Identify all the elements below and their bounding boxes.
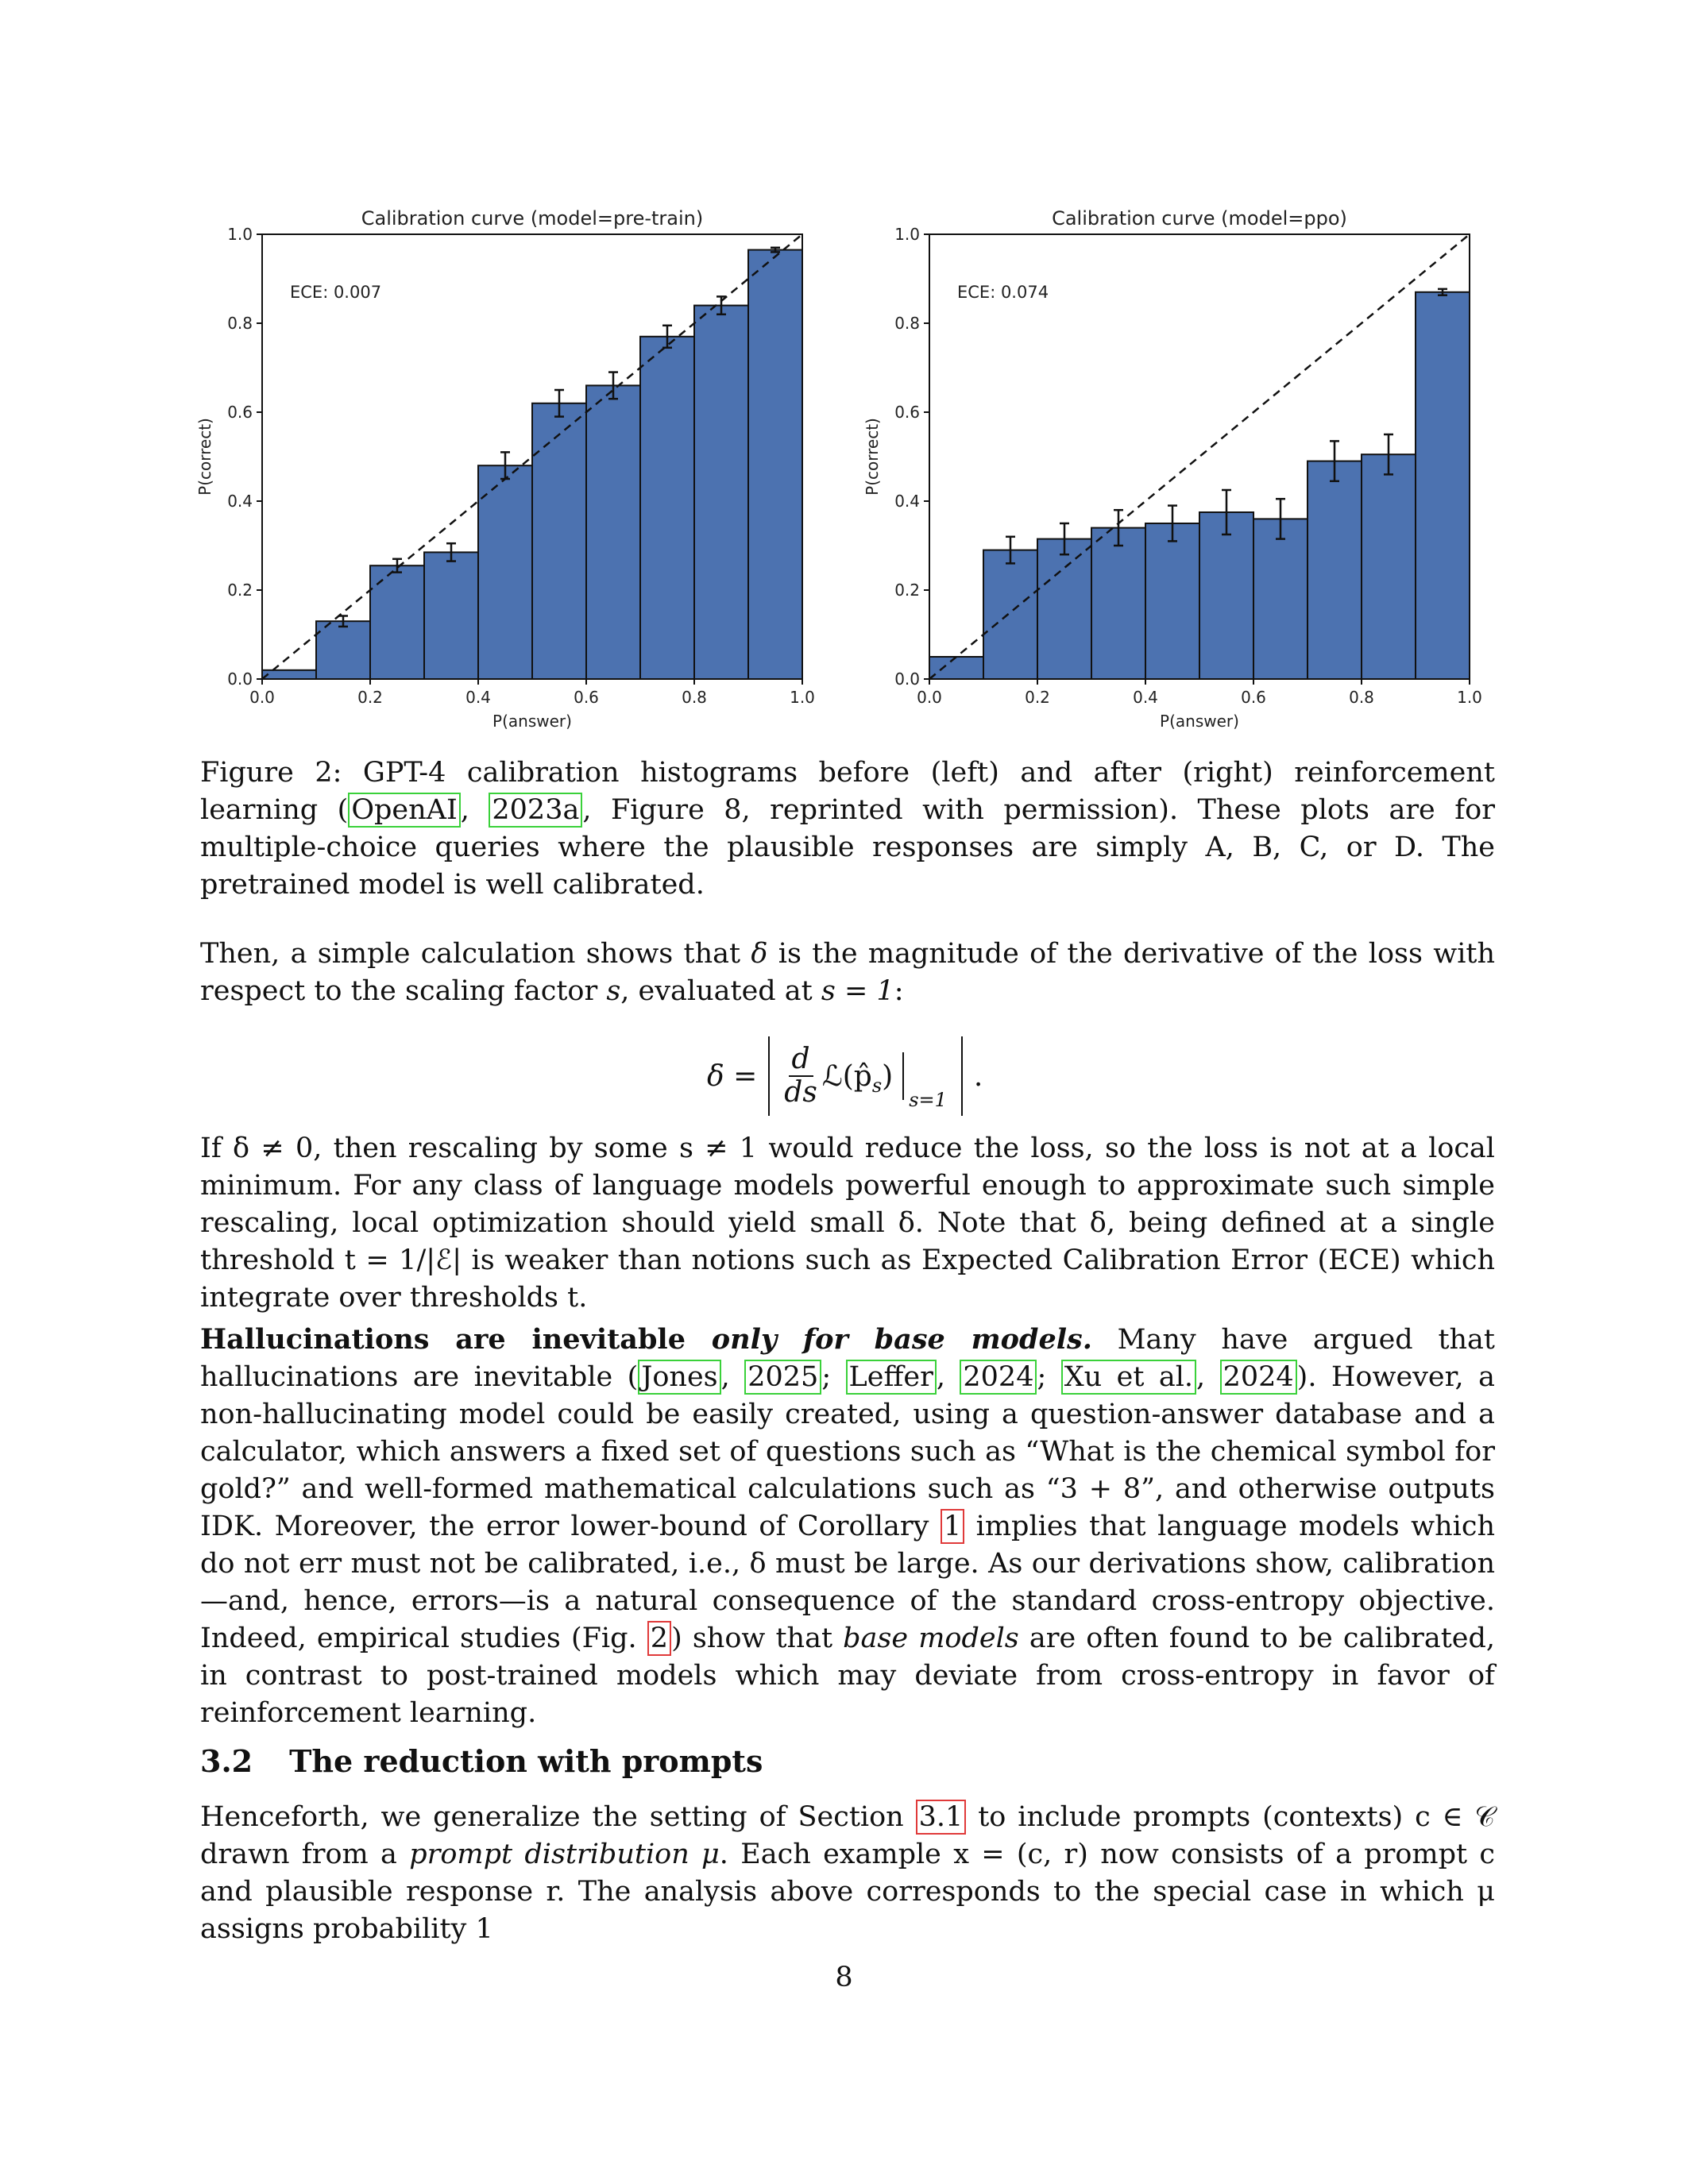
x-axis-label: P(answer): [492, 712, 572, 731]
y-tick-label: 0.8: [227, 314, 253, 333]
bar: [262, 670, 316, 679]
paragraph-rescaling: If δ ≠ 0, then rescaling by some s ≠ 1 would reduce the loss, so the loss is not at a local minimum. For any class of language models powerful enough to approximate such simple rescaling, local optimization should yield small δ. Note that δ, being defined at a single threshold t = 1/|ℰ| is weaker than notions such as Expected Calibration Error (ECE) which integrate over thresholds t.: [200, 1133, 1495, 1314]
caption-text-2: , Figure 8, reprinted with permission). These plots are for multiple-choice queries where the plausible responses are simply A, B, C, or D. The pretrained model is well calibrated.: [200, 794, 1495, 901]
bar: [1037, 539, 1091, 679]
citation-xu[interactable]: [1061, 1360, 1196, 1395]
ece-annotation: ECE: 0.007: [290, 283, 382, 302]
y-tick-label: 0.8: [894, 314, 920, 333]
x-tick-label: 0.0: [249, 688, 275, 707]
citation-leffer-year[interactable]: [960, 1360, 1037, 1395]
y-tick-label: 1.0: [894, 225, 920, 244]
citation-year: 2023a: [492, 794, 580, 826]
x-tick-label: 0.8: [682, 688, 707, 707]
eq-eval-bar: [902, 1052, 904, 1100]
eq-eval-at: s=1: [909, 1089, 947, 1111]
bar: [478, 465, 532, 679]
ref-corollary-1-text: 1: [943, 1511, 962, 1542]
eq-num: d: [789, 1044, 813, 1077]
chart-svg-ppo: [858, 203, 1482, 731]
bar: [1091, 528, 1145, 679]
ref-figure-2-text: 2: [650, 1623, 669, 1654]
section-heading: [200, 1743, 763, 1779]
x-tick-label: 0.6: [1241, 688, 1266, 707]
eq-body-main: ℒ(p̂: [821, 1059, 872, 1093]
citation-leffer[interactable]: [846, 1360, 937, 1395]
ref-figure-2[interactable]: [647, 1621, 671, 1656]
p4-italic: prompt distribution μ: [409, 1839, 720, 1870]
p3-text-c: implies that language models which do not err must not be calibrated, i.e., δ must be large. As our derivations show, calibration—and, hence, errors—is a natural consequence of the standard cross-entropy objective. Indeed, empirical studies (Fig.: [200, 1511, 1496, 1654]
citation-author: OpenAI: [351, 794, 458, 826]
p1-text-c: , evaluated at: [620, 975, 821, 1007]
x-axis-label: P(answer): [1160, 712, 1239, 731]
citation-jones-author: Jones: [641, 1361, 718, 1393]
x-tick-label: 0.4: [1133, 688, 1158, 707]
bar: [1362, 454, 1416, 679]
paragraph-prompts: [200, 1799, 1495, 1948]
p3-text-d: ) show that: [671, 1623, 844, 1654]
chart-svg-pretrain: [191, 203, 815, 731]
x-tick-label: 0.0: [917, 688, 942, 707]
y-axis-label: P(correct): [195, 418, 214, 496]
bar: [694, 306, 748, 679]
bar: [1145, 523, 1199, 679]
y-tick-label: 0.0: [894, 669, 920, 689]
p1-s-eq-1: s = 1: [821, 975, 894, 1007]
section-title-text: The reduction with prompts: [289, 1743, 763, 1779]
bar: [424, 552, 478, 679]
x-tick-label: 0.2: [357, 688, 383, 707]
y-tick-label: 0.2: [894, 581, 920, 600]
bar: [1416, 292, 1470, 679]
x-tick-label: 0.2: [1025, 688, 1050, 707]
p4-text-a: Henceforth, we generalize the setting of Section: [200, 1801, 916, 1833]
p1-text-b: is the magnitude of the derivative of the loss with respect to the scaling factor: [200, 938, 1496, 1007]
y-tick-label: 0.6: [894, 403, 920, 422]
bar: [1308, 461, 1362, 679]
bar: [316, 621, 370, 679]
figure-caption: [200, 754, 1495, 904]
eq-den: ds: [784, 1076, 817, 1109]
y-axis-label: P(correct): [863, 418, 882, 496]
citation-openai-year[interactable]: [489, 793, 582, 828]
y-tick-label: 0.0: [227, 669, 253, 689]
citation-jones[interactable]: [638, 1360, 720, 1395]
eq-body: [821, 1059, 894, 1097]
bar: [983, 550, 1037, 679]
p3-bold: Hallucinations are inevitable: [200, 1323, 712, 1356]
x-tick-label: 0.4: [465, 688, 491, 707]
p3-text-b: ). However, a non-hallucinating model could be easily created, using a question-answer database and a calculator, which answers a fixed set of questions such as “What is the chemical symbol for gold?” and well-formed mathematical calculations such as “3 + 8”, and otherwise outputs IDK. Moreover, the error lower-bound of Corollary: [200, 1361, 1495, 1542]
bar: [532, 403, 586, 679]
chart-title: Calibration curve (model=pre-train): [361, 207, 704, 230]
chart-title: Calibration curve (model=ppo): [1052, 207, 1347, 230]
citation-xu-year-text: 2024: [1223, 1361, 1294, 1393]
citation-xu-year[interactable]: [1220, 1360, 1297, 1395]
caption-text-1: Figure 2: GPT-4 calibration histograms before (left) and after (right) reinforcement learning (: [200, 757, 1495, 826]
citation-jones-year[interactable]: [744, 1360, 821, 1395]
y-tick-label: 0.4: [227, 492, 253, 511]
ref-section-3-1-text: 3.1: [918, 1801, 964, 1833]
eq-body-sub: s: [871, 1074, 883, 1097]
x-tick-label: 1.0: [790, 688, 815, 707]
p1-s: s: [606, 975, 621, 1007]
eq-body-close: ): [882, 1059, 894, 1093]
p1-text-a: Then, a simple calculation shows that: [200, 938, 751, 970]
p3-bolditalic: only for base models.: [711, 1323, 1092, 1356]
p1-delta: δ: [751, 938, 768, 970]
x-tick-label: 0.8: [1349, 688, 1374, 707]
citation-leffer-author: Leffer: [848, 1361, 933, 1393]
eq-end: .: [973, 1059, 983, 1093]
ece-annotation: ECE: 0.074: [957, 283, 1049, 302]
eq-fraction: [784, 1044, 817, 1109]
y-tick-label: 0.6: [227, 403, 253, 422]
citation-jones-year-text: 2025: [747, 1361, 819, 1393]
bar: [640, 337, 694, 679]
p3-text-a: Many have argued that hallucinations are inevitable (: [200, 1324, 1495, 1393]
eq-lhs: δ =: [707, 1059, 758, 1093]
caption-sep: ,: [460, 794, 489, 826]
citation-leffer-year-text: 2024: [963, 1361, 1034, 1393]
y-tick-label: 0.4: [894, 492, 920, 511]
calibration-chart-ppo: [858, 203, 1482, 731]
p4-text-b: to include prompts (contexts) c ∈ 𝒞 drawn from a: [200, 1801, 1495, 1870]
bar: [1199, 512, 1253, 679]
y-tick-label: 0.2: [227, 581, 253, 600]
citation-openai[interactable]: [348, 793, 460, 828]
bar: [929, 657, 983, 679]
p4-text-c: . Each example x = (c, r) now consists of a prompt c and plausible response r. The analysis above corresponds to the special case in which μ assigns probability 1: [200, 1839, 1495, 1945]
p3-italic: base models: [843, 1623, 1019, 1654]
eq-abs: [768, 1036, 963, 1116]
p3-text-e: are often found to be calibrated, in contrast to post-trained models which may deviate from cross-entropy in favor of reinforcement learning.: [200, 1623, 1496, 1729]
y-tick-label: 1.0: [227, 225, 253, 244]
calibration-chart-pretrain: [191, 203, 815, 731]
citation-xu-author: Xu et al.: [1064, 1361, 1194, 1393]
bar: [586, 385, 640, 679]
paragraph-hallucinations: Hallucinations are inevitable only for base models. Many have argued that hallucinations are inevitable ( Jones , 2025 ; Leffer , 2024 ; Xu et al. , 2024 ). However, a non-hallucinating model could be easily created, using a question-answer database and a calculator, which answers a fixed set of questions such as “What is the chemical symbol for gold?” and well-formed mathematical calculations such as “3 + 8”, and otherwise outputs IDK. Moreover, the error lower-bound of Corollary 1 implies that language models which do not err must not be calibrated, i.e., δ must be large. As our derivations show, calibration—and, hence, errors—is a natural consequence of the standard cross-entropy objective. Indeed, empirical studies (Fig. 2 ) show that base models are often found to be calibrated, in contrast to post-trained models which may deviate from cross-entropy in favor of reinforcement learning.: [200, 1323, 1496, 1729]
page-number: 8: [835, 1962, 853, 1993]
section-number: 3.2: [200, 1743, 253, 1779]
equation-delta: [707, 1028, 983, 1124]
x-tick-label: 0.6: [574, 688, 599, 707]
p1-text-d: :: [894, 975, 904, 1007]
x-tick-label: 1.0: [1457, 688, 1482, 707]
ref-section-3-1[interactable]: [916, 1800, 967, 1835]
ref-corollary-1[interactable]: [941, 1509, 964, 1544]
bar: [748, 250, 802, 679]
paragraph-derivative: [200, 936, 1495, 1010]
bar: [1253, 519, 1308, 679]
